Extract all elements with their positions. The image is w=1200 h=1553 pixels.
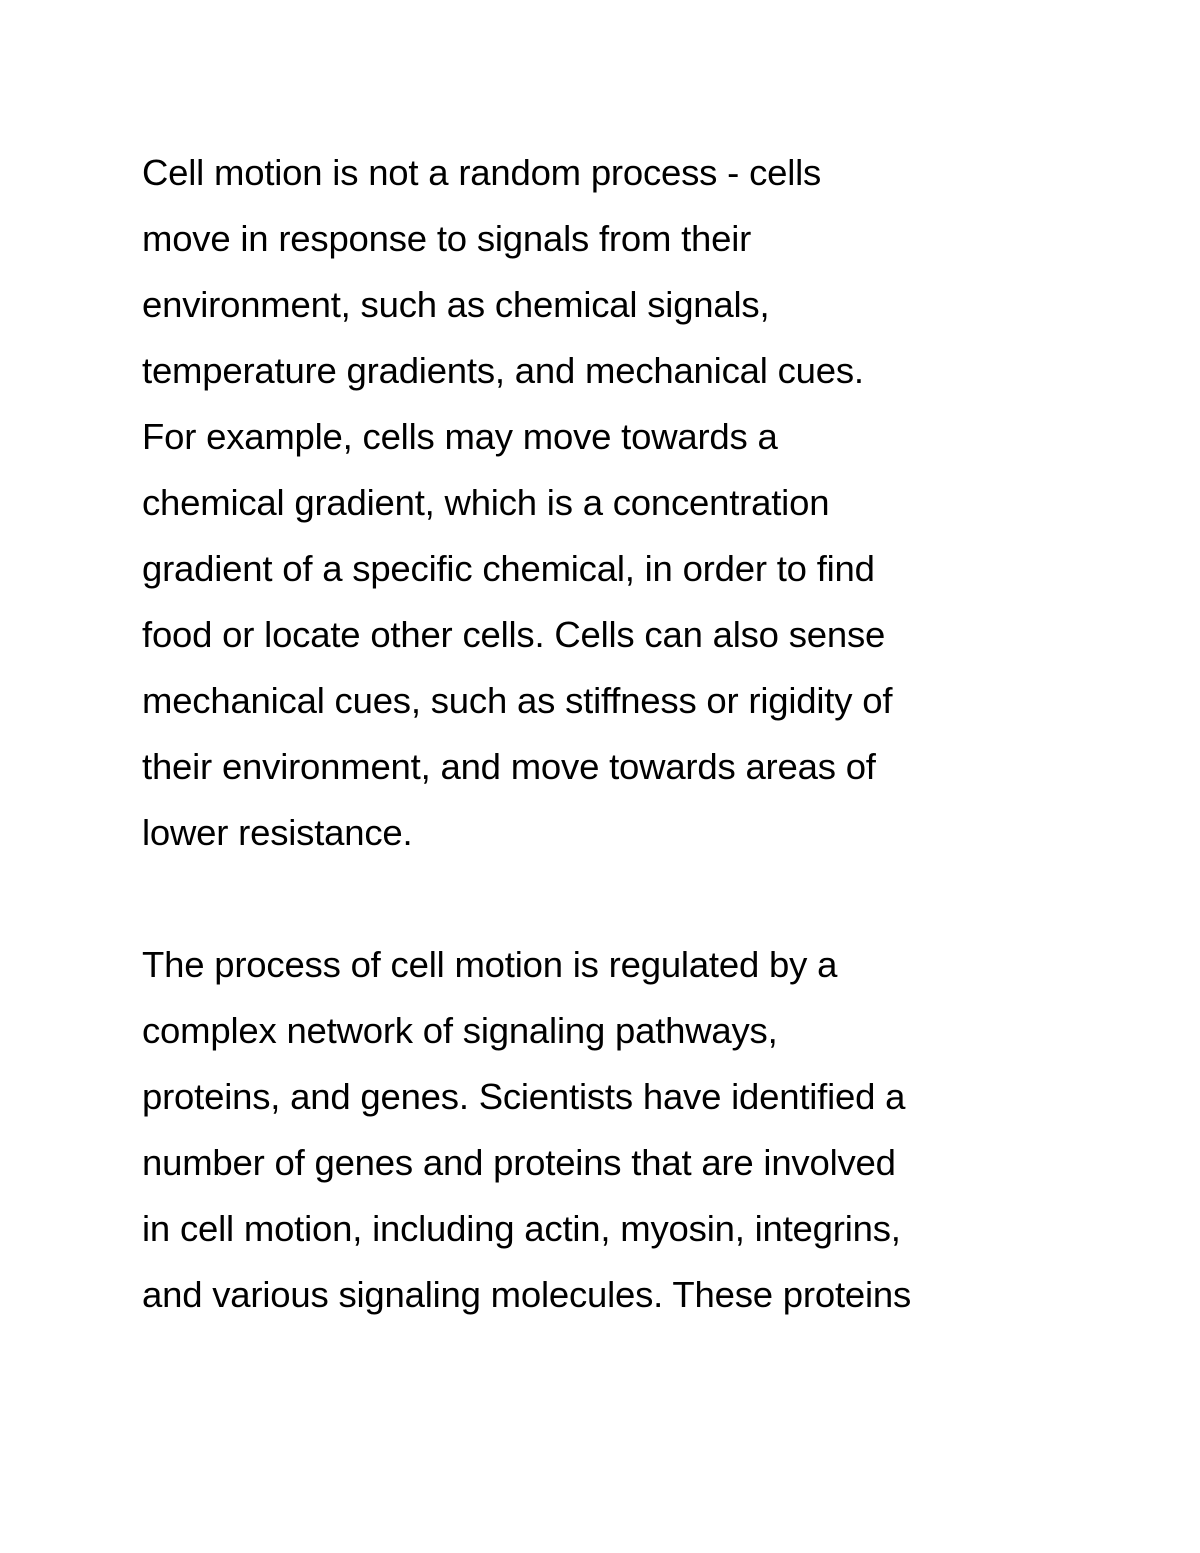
text-line: proteins, and genes. Scientists have identified a bbox=[142, 1076, 906, 1117]
text-line: gradient of a specific chemical, in order to find bbox=[142, 548, 875, 589]
text-line: in cell motion, including actin, myosin, integrins, bbox=[142, 1208, 901, 1249]
text-line: For example, cells may move towards a bbox=[142, 416, 778, 457]
text-line: food or locate other cells. Cells can also sense bbox=[142, 614, 886, 655]
paragraph-spacer bbox=[142, 866, 1102, 932]
paragraph-cell-motion-regulation bbox=[142, 932, 1102, 1328]
text-line: number of genes and proteins that are involved bbox=[142, 1142, 896, 1183]
text-line: environment, such as chemical signals, bbox=[142, 284, 770, 325]
text-line: chemical gradient, which is a concentration bbox=[142, 482, 830, 523]
text-line: mechanical cues, such as stiffness or rigidity of bbox=[142, 680, 893, 721]
text-line: complex network of signaling pathways, bbox=[142, 1010, 778, 1051]
document-body bbox=[142, 140, 1102, 1328]
paragraph-cell-motion-signals bbox=[142, 140, 1102, 866]
text-line: The process of cell motion is regulated by a bbox=[142, 944, 838, 985]
text-line: and various signaling molecules. These proteins bbox=[142, 1274, 912, 1315]
text-line: temperature gradients, and mechanical cues. bbox=[142, 350, 864, 391]
text-line: move in response to signals from their bbox=[142, 218, 752, 259]
text-line: their environment, and move towards areas of bbox=[142, 746, 876, 787]
text-line: Cell motion is not a random process - cells bbox=[142, 152, 822, 193]
text-line: lower resistance. bbox=[142, 812, 413, 853]
